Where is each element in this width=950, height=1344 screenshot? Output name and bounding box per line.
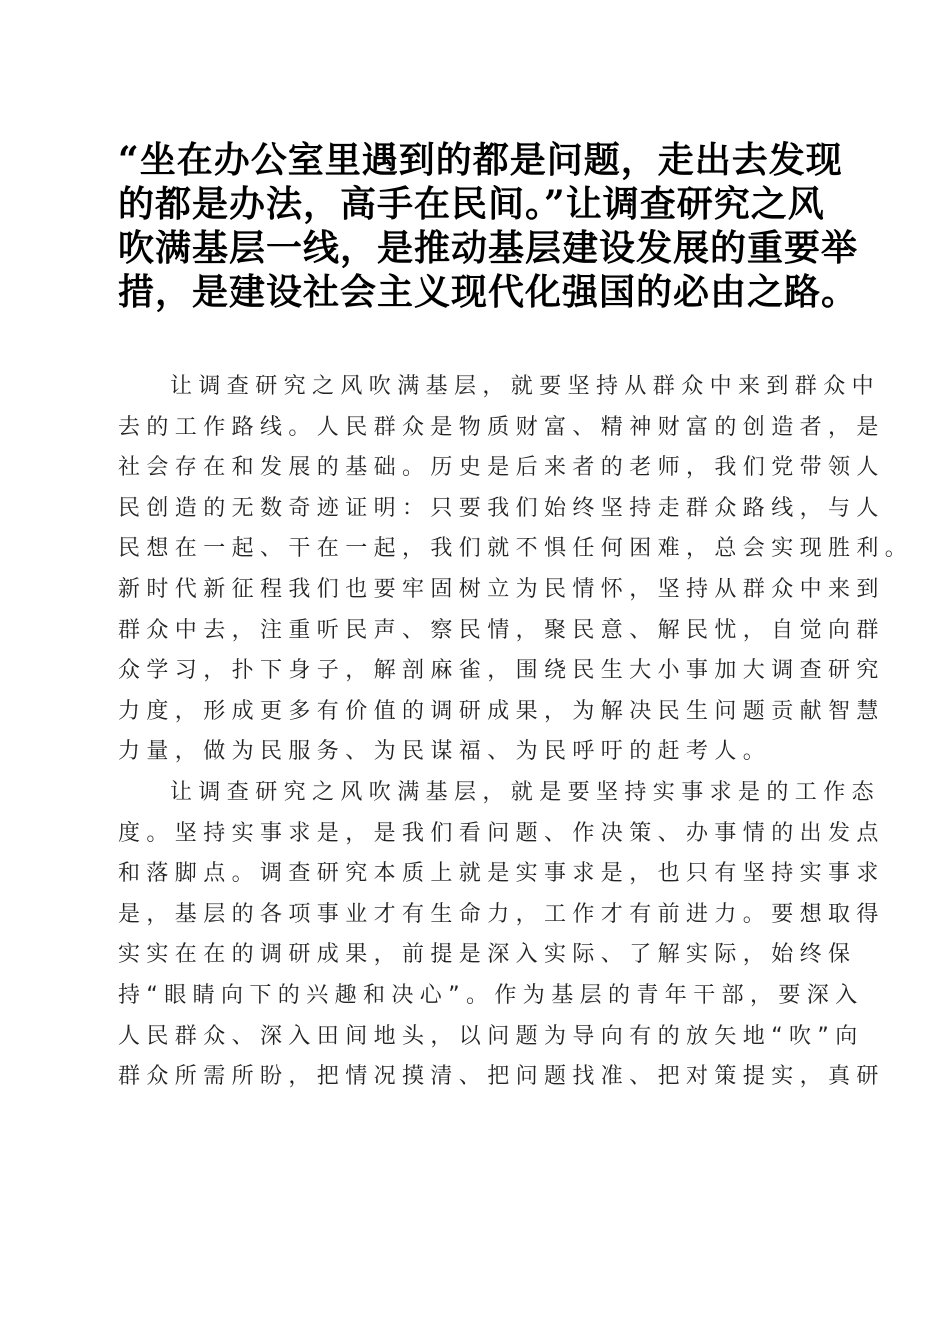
paragraph-2-line-4: 是，基层的各项事业才有生命力，工作才有前进力。要想取得 <box>118 901 885 927</box>
paragraph-1-line-5: 民想在一起、干在一起，我们就不惧任何困难，总会实现胜利。 <box>118 536 914 562</box>
paragraph-1-line-6: 新时代新征程我们也要牢固树立为民情怀，坚持从群众中来到 <box>118 576 885 602</box>
paragraph-2-line-1: 让调查研究之风吹满基层，就是要坚持实事求是的工作态 <box>170 779 881 805</box>
paragraph-2-line-6: 持“眼睛向下的兴趣和决心”。作为基层的青年干部，要深入 <box>118 982 864 1008</box>
paragraph-1-line-4: 民创造的无数奇迹证明：只要我们始终坚持走群众路线，与人 <box>118 495 885 521</box>
paragraph-1-line-2: 去的工作路线。人民群众是物质财富、精神财富的创造者，是 <box>118 414 885 440</box>
title-line-4: 措，是建设社会主义现代化强国的必由之路。 <box>118 271 859 313</box>
paragraph-2-line-7: 人民群众、深入田间地头，以问题为导向有的放矢地“吹”向 <box>118 1023 864 1049</box>
paragraph-2-line-3: 和落脚点。调查研究本质上就是实事求是，也只有坚持实事求 <box>118 861 885 887</box>
paragraph-1-line-3: 社会存在和发展的基础。历史是后来者的老师，我们党带领人 <box>118 455 885 481</box>
paragraph-1-line-1: 让调查研究之风吹满基层，就要坚持从群众中来到群众中 <box>170 374 881 399</box>
paragraph-1-line-10: 力量，做为民服务、为民谋福、为民呼吁的赶考人。 <box>118 739 772 765</box>
paragraph-1-line-8: 众学习，扑下身子，解剖麻雀，围绕民生大小事加大调查研究 <box>118 658 885 684</box>
body-text <box>118 367 914 1098</box>
paragraph-1-line-7: 群众中去，注重听民声、察民情，聚民意、解民忧，自觉向群 <box>118 617 885 643</box>
paragraph-2-line-2: 度。坚持实事求是，是我们看问题、作决策、办事情的出发点 <box>118 820 885 846</box>
title-line-3: 吹满基层一线，是推动基层建设发展的重要举 <box>118 227 859 269</box>
paragraph-1-line-9: 力度，形成更多有价值的调研成果，为解决民生问题贡献智慧 <box>118 698 885 724</box>
lead-quote-title <box>118 138 859 314</box>
title-line-1: “坐在办公室里遇到的都是问题，走出去发现 <box>118 139 843 181</box>
title-line-2: 的都是办法，高手在民间。”让调查研究之风 <box>118 183 825 225</box>
paragraph-2-line-5: 实实在在的调研成果，前提是深入实际、了解实际，始终保 <box>118 942 857 968</box>
paragraph-2-line-8: 群众所需所盼，把情况摸清、把问题找准、把对策提实，真研 <box>118 1064 885 1090</box>
